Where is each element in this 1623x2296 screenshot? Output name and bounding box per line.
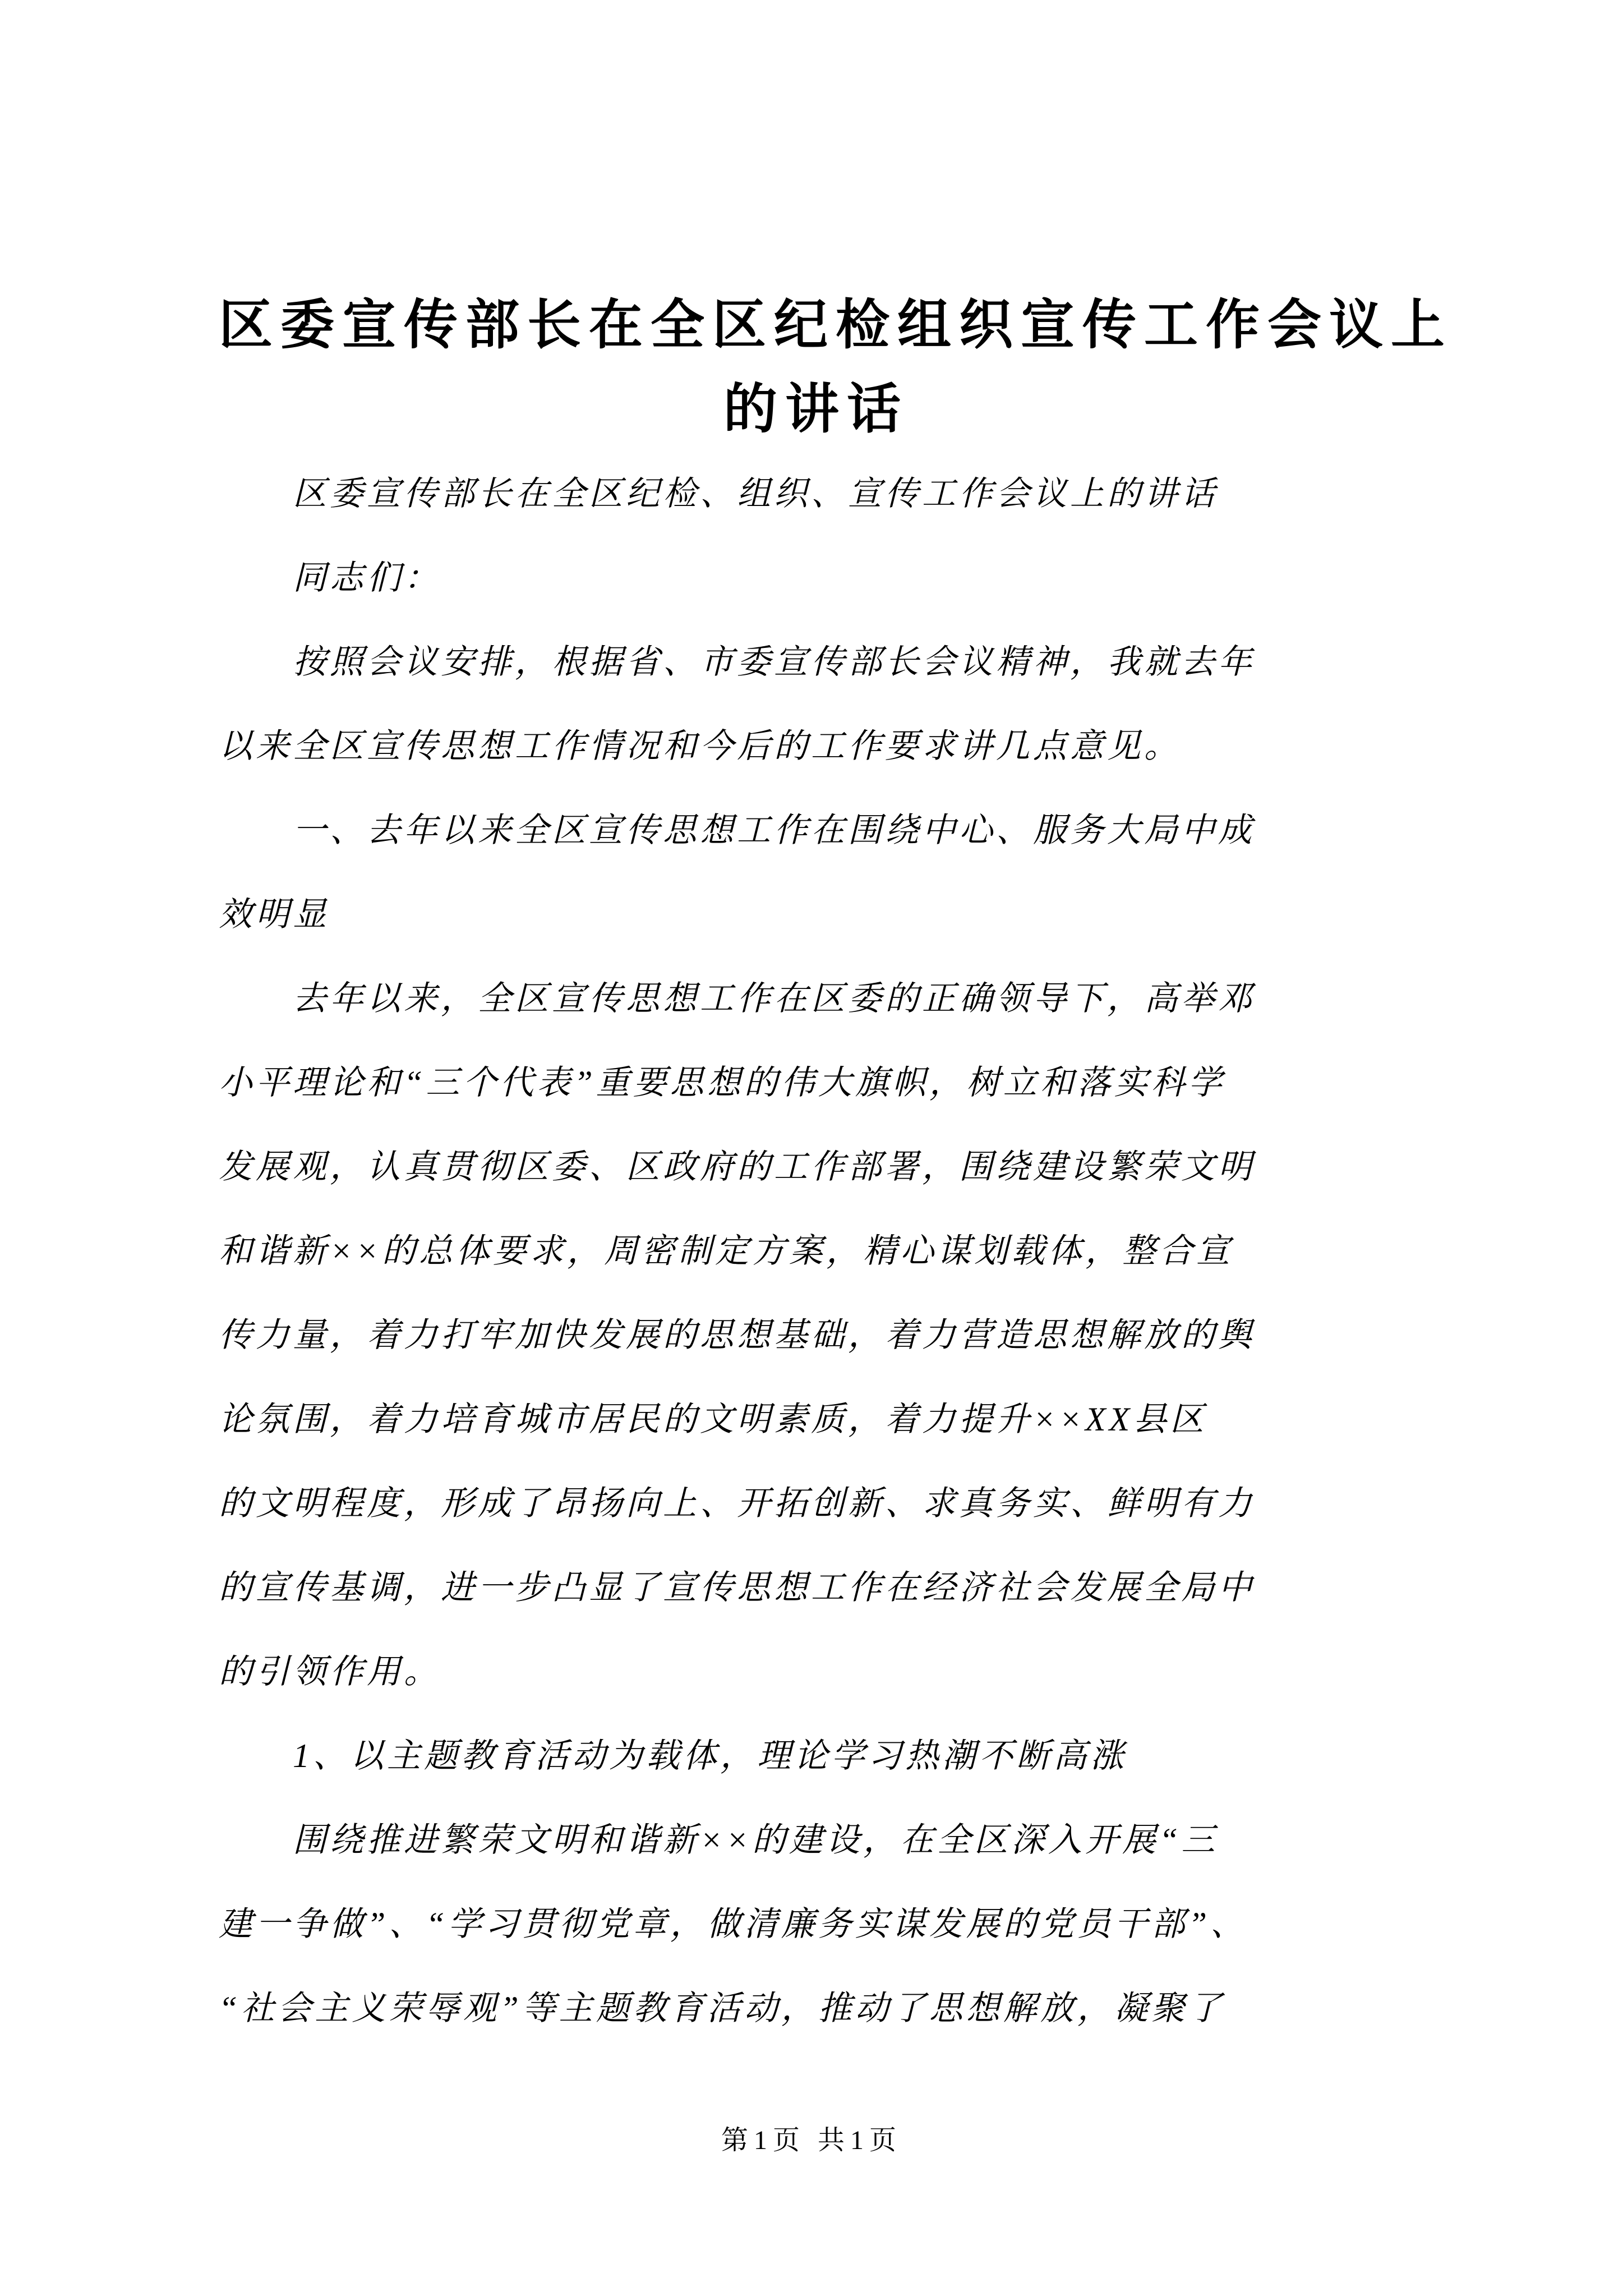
- document-body: [219, 452, 1413, 2050]
- body-line: 的宣传基调，进一步凸显了宣传思想工作在经济社会发展全局中: [219, 1569, 1255, 1606]
- body-line: 1、以主题教育活动为载体，理论学习热潮不断高涨: [293, 1737, 1127, 1774]
- document-title-line-1: 区委宣传部长在全区纪检组织宣传工作会议上: [219, 295, 1453, 355]
- body-line: 效明显: [219, 896, 330, 933]
- body-line: 按照会议安排，根据省、市委宣传部长会议精神，我就去年: [293, 643, 1255, 680]
- body-line: 的文明程度，形成了昂扬向上、开拓创新、求真务实、鲜明有力: [219, 1485, 1255, 1522]
- body-line: 和谐新××的总体要求，周密制定方案，精心谋划载体，整合宣: [219, 1232, 1233, 1269]
- body-line: 去年以来，全区宣传思想工作在区委的正确领导下，高举邓: [293, 980, 1255, 1017]
- body-line: 论氛围，着力培育城市居民的文明素质，着力提升××XX县区: [219, 1401, 1207, 1438]
- document-title-line-2: 的讲话: [723, 379, 909, 439]
- body-line: 一、去年以来全区宣传思想工作在围绕中心、服务大局中成: [293, 812, 1255, 849]
- body-line: 传力量，着力打牢加快发展的思想基础，着力营造思想解放的舆: [219, 1317, 1255, 1354]
- body-line: 发展观，认真贯彻区委、区政府的工作部署，围绕建设繁荣文明: [219, 1148, 1255, 1185]
- body-line: 同志们：: [293, 559, 441, 596]
- body-line: 小平理论和“三个代表”重要思想的伟大旗帜，树立和落实科学: [219, 1064, 1225, 1101]
- body-line: 区委宣传部长在全区纪检、组织、宣传工作会议上的讲话: [293, 475, 1218, 512]
- body-line: 围绕推进繁荣文明和谐新××的建设，在全区深入开展“三: [293, 1821, 1219, 1858]
- body-line: 建一争做”、“学习贯彻党章，做清廉务实谋发展的党员干部”、: [219, 1906, 1248, 1943]
- body-line: 的引领作用。: [219, 1653, 441, 1690]
- page-footer: 第1页 共1页: [721, 2125, 902, 2155]
- body-line: “社会主义荣辱观”等主题教育活动，推动了思想解放，凝聚了: [219, 1990, 1225, 2027]
- body-line: 以来全区宣传思想工作情况和今后的工作要求讲几点意见。: [219, 728, 1181, 765]
